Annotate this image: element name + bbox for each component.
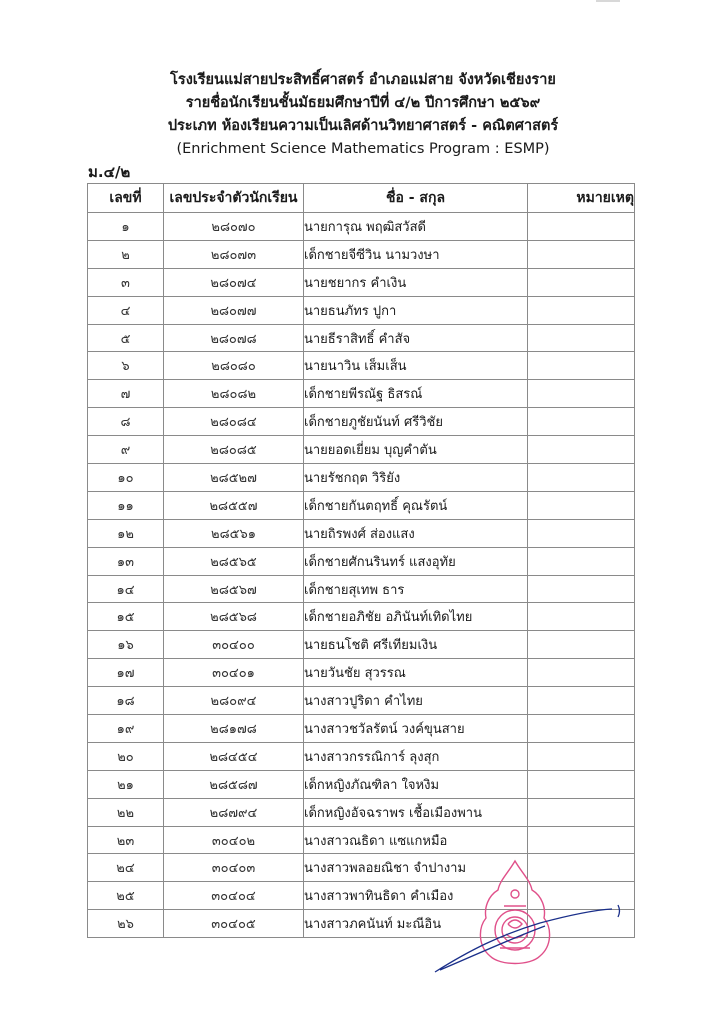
student-number: ๑๒ [88,519,164,547]
header-full-name: ชื่อ - สกุล [304,184,528,213]
student-name: นายธนภัทร ปูกา [304,296,528,324]
student-number: ๑๑ [88,491,164,519]
student-id: ๒๘๐๗๗ [164,296,304,324]
student-name: เด็กชายศักนรินทร์ แสงอุทัย [304,547,528,575]
student-remark [528,464,635,492]
student-number: ๑๐ [88,464,164,492]
student-number: ๑๕ [88,603,164,631]
student-name: นายถิรพงศ์ ส่องแสง [304,519,528,547]
student-id: ๓๐๔๐๓ [164,854,304,882]
student-remark [528,380,635,408]
header-remark: หมายเหตุ [528,184,635,213]
student-id: ๒๘๕๘๗ [164,770,304,798]
student-name: นายยอดเยี่ยม บุญคำตัน [304,436,528,464]
student-remark [528,742,635,770]
program-type: ประเภท ห้องเรียนความเป็นเลิศด้านวิทยาศาสตร์ - คณิตศาสตร์ [167,118,559,134]
table-row [88,491,635,519]
student-remark [528,631,635,659]
header-number: เลขที่ [88,184,164,213]
student-id: ๒๘๐๗๘ [164,324,304,352]
student-name: นายการุณ พฤฒิสวัสดี [304,213,528,241]
student-number: ๒๓ [88,826,164,854]
school-name: โรงเรียนแม่สายประสิทธิ์ศาสตร์ อำเภอแม่สาย จังหวัดเชียงราย [170,72,556,88]
student-name: นายธีราสิทธิ์ คำสัจ [304,324,528,352]
table-row [88,631,635,659]
student-name: นางสาวพาทินธิดา คำเมือง [304,882,528,910]
table-row [88,519,635,547]
student-number: ๖ [88,352,164,380]
student-remark [528,296,635,324]
table-header-row [88,184,635,213]
student-name: เด็กหญิงภัณฑิลา ใจหงิม [304,770,528,798]
student-roster-table [87,183,635,938]
student-number: ๗ [88,380,164,408]
student-number: ๑๖ [88,631,164,659]
student-name: นางสาวภคนันท์ มะณีอิน [304,910,528,938]
student-name: เด็กชายกันตฤทธิ์ คุณรัตน์ [304,491,528,519]
student-remark [528,352,635,380]
student-id: ๓๐๔๐๔ [164,882,304,910]
student-name: นายชยากร คำเงิน [304,268,528,296]
student-id: ๒๘๕๖๕ [164,547,304,575]
student-number: ๒ [88,240,164,268]
table-row [88,324,635,352]
table-row [88,240,635,268]
table-row [88,603,635,631]
table-row [88,742,635,770]
student-remark [528,491,635,519]
student-number: ๑๙ [88,715,164,743]
table-row [88,213,635,241]
student-name: นายนาวิน เส็มเส็น [304,352,528,380]
table-row [88,798,635,826]
table-row [88,715,635,743]
student-id: ๒๘๕๖๑ [164,519,304,547]
student-id: ๓๐๔๐๒ [164,826,304,854]
student-id: ๒๘๕๒๗ [164,464,304,492]
student-name: นางสาวณธิดา แซแกหมือ [304,826,528,854]
student-id: ๓๐๔๐๐ [164,631,304,659]
student-remark [528,603,635,631]
student-name: เด็กชายภูชัยนันท์ ศรีวิชัย [304,408,528,436]
student-id: ๒๘๑๗๘ [164,715,304,743]
student-number: ๒๖ [88,910,164,938]
student-name: นางสาวปูริดา คำไทย [304,687,528,715]
student-remark [528,687,635,715]
header-student-id: เลขประจำตัวนักเรียน [164,184,304,213]
document-header [0,69,726,161]
signature [430,895,630,985]
table-row [88,352,635,380]
student-name: เด็กชายสุเทพ ธาร [304,575,528,603]
table-row [88,296,635,324]
student-id: ๒๘๐๘๐ [164,352,304,380]
table-row [88,436,635,464]
student-id: ๒๘๐๗๔ [164,268,304,296]
student-remark [528,324,635,352]
program-name-en: (Enrichment Science Mathematics Program : ESMP) [176,141,550,157]
table-row [88,659,635,687]
student-name: เด็กชายจีซีวิน นามวงษา [304,240,528,268]
table-row [88,268,635,296]
student-id: ๒๘๕๖๗ [164,575,304,603]
student-number: ๑๘ [88,687,164,715]
class-label: ม.๔/๒ [88,163,131,181]
student-name: นางสาวพลอยณิชา จำปางาม [304,854,528,882]
student-number: ๒๕ [88,882,164,910]
student-remark [528,826,635,854]
student-number: ๑๓ [88,547,164,575]
table-row [88,687,635,715]
student-id: ๓๐๔๐๕ [164,910,304,938]
student-number: ๘ [88,408,164,436]
student-id: ๓๐๔๐๑ [164,659,304,687]
student-remark [528,408,635,436]
student-number: ๒๐ [88,742,164,770]
table-row [88,547,635,575]
student-number: ๔ [88,296,164,324]
student-name: นางสาวกรรณิการ์ ลุงสุก [304,742,528,770]
table-row [88,826,635,854]
student-remark [528,547,635,575]
student-remark [528,213,635,241]
table-row [88,380,635,408]
student-name: เด็กชายอภิชัย อภินันท์เทิดไทย [304,603,528,631]
student-remark [528,575,635,603]
table-row [88,770,635,798]
list-title: รายชื่อนักเรียนชั้นมัธยมศึกษาปีที่ ๔/๒ ปีการศึกษา ๒๕๖๙ [185,95,541,111]
student-remark [528,519,635,547]
student-remark [528,659,635,687]
student-id: ๒๘๐๗๐ [164,213,304,241]
student-number: ๓ [88,268,164,296]
student-number: ๒๒ [88,798,164,826]
student-id: ๒๘๔๕๔ [164,742,304,770]
student-id: ๒๘๕๖๘ [164,603,304,631]
student-name: นายรัชกฤต วิริยัง [304,464,528,492]
student-number: ๕ [88,324,164,352]
student-id: ๒๘๐๗๓ [164,240,304,268]
table-row [88,408,635,436]
scan-edge-mark [596,0,620,2]
student-id: ๒๘๐๙๔ [164,687,304,715]
table-row [88,464,635,492]
student-id: ๒๘๐๘๕ [164,436,304,464]
student-name: เด็กหญิงอัจฉราพร เชื้อเมืองพาน [304,798,528,826]
student-remark [528,268,635,296]
student-remark [528,770,635,798]
table-row [88,575,635,603]
student-name: นายวันชัย สุวรรณ [304,659,528,687]
student-number: ๑๗ [88,659,164,687]
student-id: ๒๘๕๕๗ [164,491,304,519]
student-id: ๒๘๗๙๔ [164,798,304,826]
student-remark [528,240,635,268]
student-remark [528,436,635,464]
student-name: นางสาวชวัลรัตน์ วงค์ขุนสาย [304,715,528,743]
student-number: ๒๔ [88,854,164,882]
student-name: เด็กชายพีรณัฐ ธิสรณ์ [304,380,528,408]
student-number: ๙ [88,436,164,464]
student-name: นายธนโชติ ศรีเทียมเงิน [304,631,528,659]
student-remark [528,798,635,826]
student-remark [528,715,635,743]
student-id: ๒๘๐๘๔ [164,408,304,436]
student-id: ๒๘๐๘๒ [164,380,304,408]
student-number: ๒๑ [88,770,164,798]
student-number: ๑๔ [88,575,164,603]
student-number: ๑ [88,213,164,241]
